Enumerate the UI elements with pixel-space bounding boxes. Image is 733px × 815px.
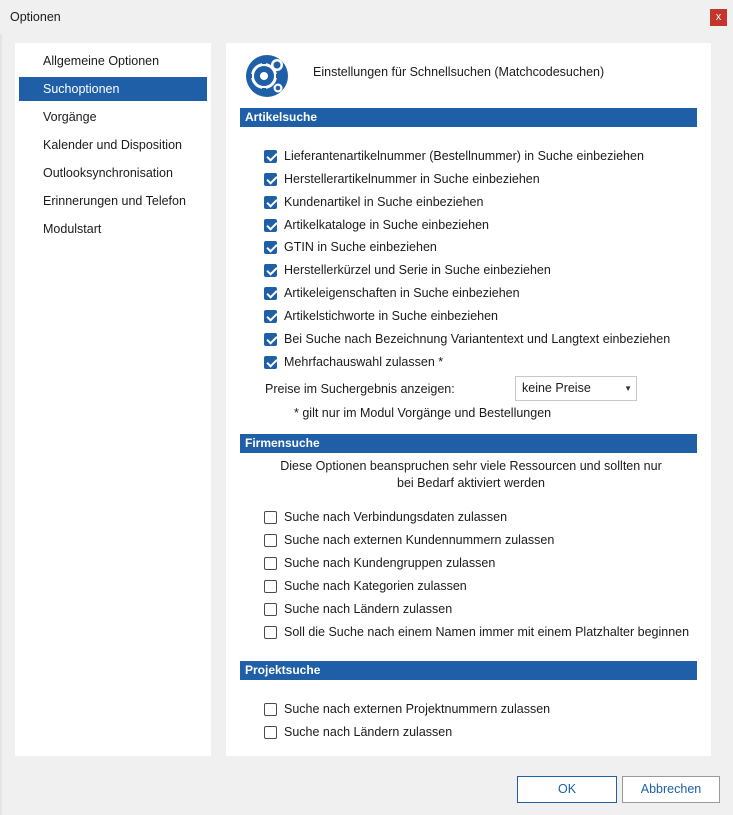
option-label: Suche nach Verbindungsdaten zulassen [284, 510, 508, 524]
search-settings-icon [244, 53, 290, 99]
checkbox[interactable] [264, 264, 277, 277]
checkbox[interactable] [264, 310, 277, 323]
sidebar-item-kalender[interactable]: Kalender und Disposition [43, 138, 182, 152]
option-label: Suche nach Kategorien zulassen [284, 579, 467, 593]
price-select[interactable] [515, 376, 637, 401]
title-bar [0, 0, 733, 34]
option-label: Suche nach Ländern zulassen [284, 725, 453, 739]
performance-warning [266, 458, 676, 492]
close-button[interactable]: x [710, 9, 727, 26]
option-gtin[interactable] [264, 238, 437, 256]
option-artikelkataloge[interactable] [264, 216, 489, 234]
price-select-value: keine Preise [522, 381, 591, 395]
sidebar-item-allgemeine-optionen[interactable]: Allgemeine Optionen [43, 54, 160, 68]
option-laender-firmen[interactable] [264, 600, 452, 618]
checkbox[interactable] [264, 580, 277, 593]
checkbox[interactable] [264, 534, 277, 547]
section-firmensuche: Firmensuche [240, 434, 697, 453]
option-externe-kundennummern[interactable] [264, 531, 554, 549]
option-label: Suche nach externen Projektnummern zulassen [284, 702, 551, 716]
option-artikeleigenschaften[interactable] [264, 284, 520, 302]
checkbox[interactable] [264, 333, 277, 346]
sidebar-item-erinnerungen[interactable]: Erinnerungen und Telefon [43, 194, 186, 208]
checkbox[interactable] [264, 241, 277, 254]
options-sidebar [15, 43, 211, 756]
option-herstellerartikelnummer[interactable] [264, 170, 540, 188]
option-kundengruppen[interactable] [264, 554, 495, 572]
option-laender-projekte[interactable] [264, 723, 452, 741]
cancel-button[interactable]: Abbrechen [622, 776, 720, 803]
option-label: Bei Suche nach Bezeichnung Variantentext und Langtext einbeziehen [284, 332, 671, 346]
sidebar-item-vorgaenge[interactable]: Vorgänge [43, 110, 97, 124]
sidebar-item-suchoptionen[interactable]: Suchoptionen [19, 77, 207, 101]
checkbox[interactable] [264, 356, 277, 369]
window-edge [0, 34, 2, 815]
option-label: Lieferantenartikelnummer (Bestellnummer) in Suche einbeziehen [284, 149, 644, 163]
section-artikelsuche: Artikelsuche [240, 108, 697, 127]
sidebar-item-outlook[interactable]: Outlooksynchronisation [43, 166, 173, 180]
window-title: Optionen [10, 10, 61, 24]
footnote: * gilt nur im Modul Vorgänge und Bestellungen [294, 406, 552, 420]
checkbox[interactable] [264, 557, 277, 570]
option-variantentext[interactable] [264, 330, 670, 348]
checkbox[interactable] [264, 150, 277, 163]
checkbox[interactable] [264, 173, 277, 186]
option-platzhalter[interactable] [264, 623, 689, 641]
option-label: Suche nach Kundengruppen zulassen [284, 556, 496, 570]
option-label: Artikelkataloge in Suche einbeziehen [284, 218, 489, 232]
section-projektsuche: Projektsuche [240, 661, 697, 680]
options-panel [226, 43, 711, 756]
option-label: Mehrfachauswahl zulassen * [284, 355, 444, 369]
checkbox[interactable] [264, 703, 277, 716]
warning-line-2: bei Bedarf aktiviert werden [397, 476, 545, 490]
option-label: Artikelstichworte in Suche einbeziehen [284, 309, 499, 323]
option-herstellerkuerzel[interactable] [264, 261, 551, 279]
option-lieferantenartikelnummer[interactable] [264, 147, 644, 165]
option-externe-projektnummern[interactable] [264, 700, 550, 718]
option-artikelstichworte[interactable] [264, 307, 498, 325]
page-title: Einstellungen für Schnellsuchen (Matchcodesuchen) [313, 65, 605, 79]
option-kundenartikel[interactable] [264, 193, 483, 211]
option-mehrfachauswahl[interactable] [264, 353, 443, 371]
option-label: Kundenartikel in Suche einbeziehen [284, 195, 484, 209]
checkbox[interactable] [264, 511, 277, 524]
warning-line-1: Diese Optionen beanspruchen sehr viele Ressourcen und sollten nur [280, 459, 662, 473]
option-label: GTIN in Suche einbeziehen [284, 240, 437, 254]
option-label: Artikeleigenschaften in Suche einbeziehen [284, 286, 520, 300]
price-label: Preise im Suchergebnis anzeigen: [265, 382, 455, 396]
ok-button[interactable]: OK [517, 776, 617, 803]
chevron-down-icon: ▼ [624, 384, 632, 393]
checkbox[interactable] [264, 219, 277, 232]
sidebar-item-modulstart[interactable]: Modulstart [43, 222, 102, 236]
option-label: Suche nach externen Kundennummern zulassen [284, 533, 555, 547]
checkbox[interactable] [264, 603, 277, 616]
option-label: Suche nach Ländern zulassen [284, 602, 453, 616]
option-label: Herstellerartikelnummer in Suche einbeziehen [284, 172, 540, 186]
checkbox[interactable] [264, 726, 277, 739]
option-label: Herstellerkürzel und Serie in Suche einbeziehen [284, 263, 551, 277]
option-kategorien[interactable] [264, 577, 467, 595]
option-verbindungsdaten[interactable] [264, 508, 507, 526]
checkbox[interactable] [264, 626, 277, 639]
option-label: Soll die Suche nach einem Namen immer mit einem Platzhalter beginnen [284, 625, 690, 639]
checkbox[interactable] [264, 196, 277, 209]
checkbox[interactable] [264, 287, 277, 300]
